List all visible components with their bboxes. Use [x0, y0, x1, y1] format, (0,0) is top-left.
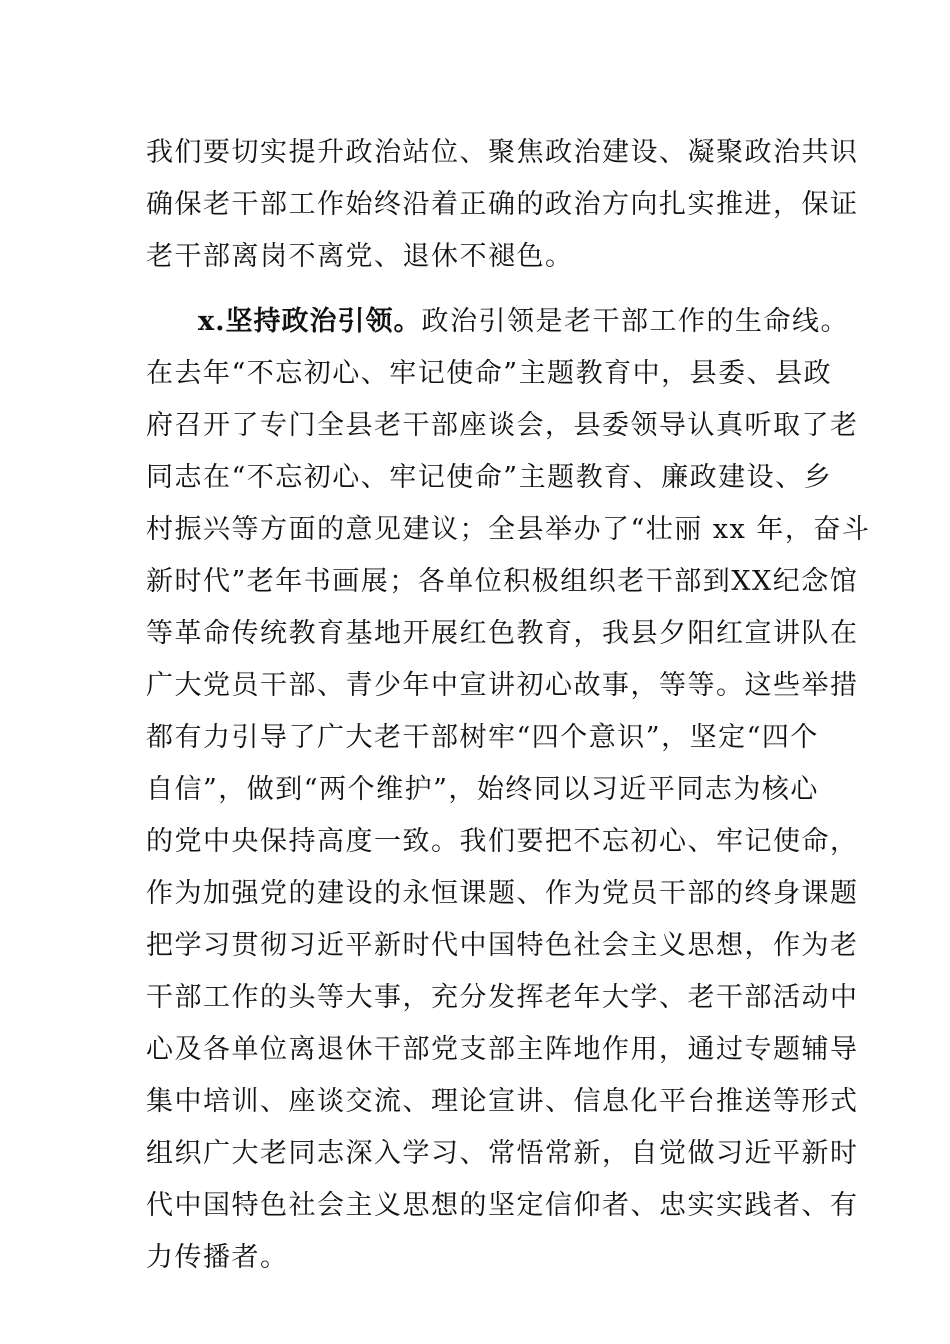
text-line: 作为加强党的建设的永恒课题、作为党员干部的终身课题 [146, 878, 859, 909]
paragraph-first-line [198, 296, 849, 348]
text-line: 同志在“不忘初心、牢记使命”主题教育、廉政建设、乡 [146, 462, 833, 493]
text-line: 广大党员干部、青少年中宣讲初心故事，等等。这些举措 [146, 670, 859, 701]
text-line: 代中国特色社会主义思想的坚定信仰者、忠实实践者、有 [146, 1190, 859, 1221]
text-line: 都有力引导了广大老干部树牢“四个意识”，坚定“四个 [146, 722, 819, 753]
text-line: 等革命传统教育基地开展红色教育，我县夕阳红宣讲队在 [146, 618, 859, 649]
text-line: 村振兴等方面的意见建议；全县举办了“壮丽 xx 年，奋斗 [146, 514, 871, 545]
text-line: 力传播者。 [146, 1242, 289, 1273]
section-heading: x.坚持政治引领。 [198, 306, 422, 337]
text-line: 在去年“不忘初心、牢记使命”主题教育中，县委、县政 [146, 358, 833, 389]
text-line: 新时代”老年书画展；各单位积极组织老干部到XX纪念馆 [146, 566, 859, 597]
text-line: 我们要切实提升政治站位、聚焦政治建设、凝聚政治共识 [146, 137, 859, 168]
text-line: 把学习贯彻习近平新时代中国特色社会主义思想，作为老 [146, 930, 859, 961]
text-line: 组织广大老同志深入学习、常悟常新，自觉做习近平新时 [146, 1138, 859, 1169]
text-line: 干部工作的头等大事，充分发挥老年大学、老干部活动中 [146, 982, 859, 1013]
text-line: 集中培训、座谈交流、理论宣讲、信息化平台推送等形式 [146, 1086, 859, 1117]
text-line: 心及各单位离退休干部党支部主阵地作用，通过专题辅导 [146, 1034, 859, 1065]
text-line: 老干部离岗不离党、退休不褪色。 [146, 241, 574, 272]
text-line: 自信”，做到“两个维护”，始终同以习近平同志为核心 [146, 774, 819, 805]
heading-rest: 政治引领是老干部工作的生命线。 [421, 306, 849, 337]
text-line: 确保老干部工作始终沿着正确的政治方向扎实推进，保证 [146, 189, 859, 220]
text-line: 的党中央保持高度一致。我们要把不忘初心、牢记使命， [146, 826, 859, 857]
text-line: 府召开了专门全县老干部座谈会，县委领导认真听取了老 [146, 410, 859, 441]
